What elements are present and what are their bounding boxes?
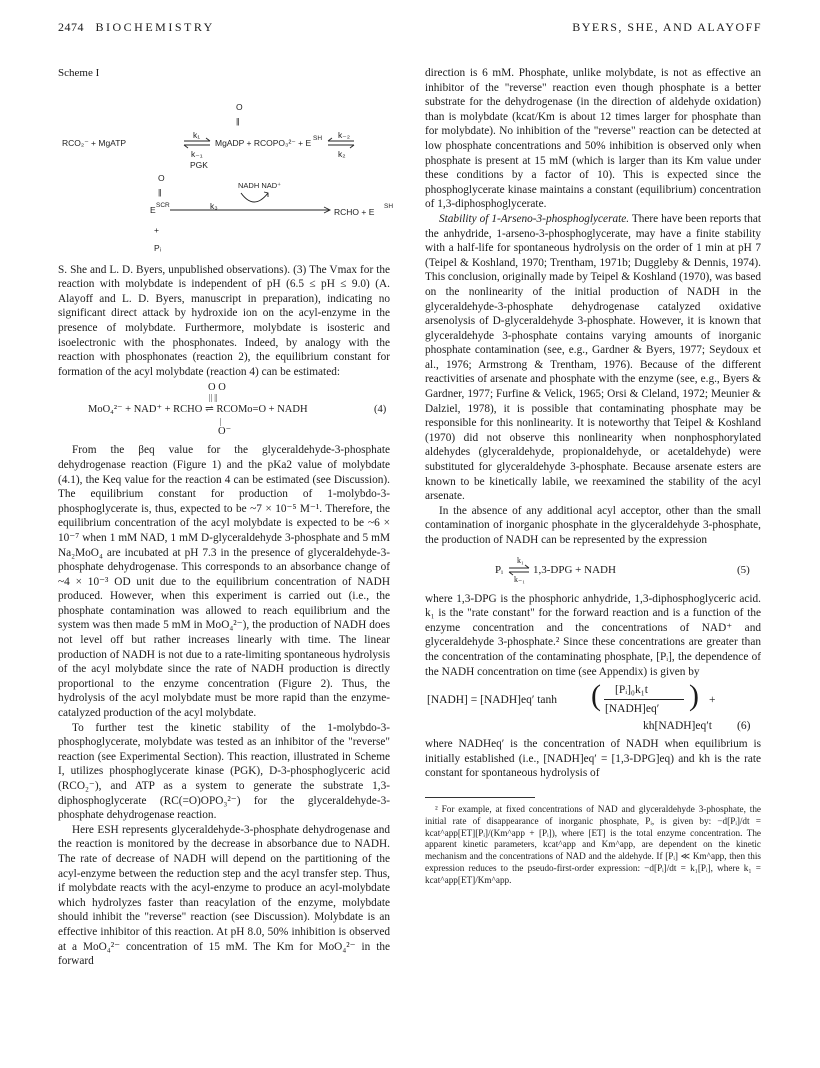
row2-cofactors: NADH NAD⁺	[238, 180, 282, 190]
eq6-right-paren: )	[689, 679, 699, 713]
footnote-rule	[425, 797, 535, 798]
scheme-arrows	[58, 85, 390, 263]
right-paragraph-3: In the absence of any additional acyl acceptor, other than the small contamination of inorganic phosphate in the glyceraldehyde 3-phosphate, the production of NADH can be represented by the expression	[425, 504, 761, 546]
row1-carbonyl-bond: ||	[236, 115, 239, 126]
row1-reactants: RCO₂⁻ + MgATP	[62, 137, 127, 148]
row2-enzyme-e: E	[150, 204, 156, 215]
scheme-label: Scheme I	[58, 67, 100, 79]
row1-k-2-label: k₋₂	[338, 129, 351, 140]
eq6-second-line: kh[NADH]eq′t	[643, 720, 712, 733]
left-paragraph-4: Here ESH represents glyceraldehyde-3-phosphate dehydrogenase and the reaction is monitored by the decrease in absorbance due to NADH. The rate of decrease of NADH will depend on the partitioning of the acyl-enzyme between the reduction step and the acyl transfer step. Thus, if molybdate reacts with the acyl-enzyme to produce an acyl-molybdate which hydrolyzes faster than reacylation of the enzyme, molybdate should inhibit the "reverse" reaction (see Discussion). Molybdate is an effective inhibitor of this reaction. At pH 8.0, 50% inhibition is observed at a MoO₄²⁻ concentration of 15 mM. The Km for MoO₄²⁻ in the forward	[58, 823, 390, 968]
eq6-left-paren: (	[591, 679, 601, 713]
eq4-top-oxygens: O O	[208, 382, 226, 394]
row1-sh-superscript: SH	[313, 134, 323, 142]
left-paragraph-1: S. She and L. D. Byers, unpublished observations). (3) The Vmax for the reaction with molybdate is independent of pH (6.5 ≤ pH ≤ 9.0) (A. Alayoff and L. D. Byers, manuscript in preparation), indicating no significant direct attack by hydroxide ion on the acyl-enzyme in the presence of molybdate. Furthermore, molybdate is isosteric and isoelectronic with the phosphonates. Indeed, by analogy with the reaction with phosphonates (reaction 2), the equilibrium constant for formation of the acyl molybdate (reaction 4) can be estimated:	[58, 263, 390, 378]
eq6-denominator: [NADH]eq′	[605, 703, 660, 716]
eq5-rhs: 1,3-DPG + NADH	[533, 563, 616, 576]
eq5-number: (5)	[737, 563, 750, 576]
right-paragraph-5: where NADHeq′ is the concentration of NADH when equilibrium is initially established (i.e., [NADH]eq′ = [1,3-DPG]eq) and kh is the rate constant for spontaneous hydrolysis of	[425, 738, 761, 780]
section-heading-arseno: Stability of 1-Arseno-3-phosphoglycerate.	[439, 212, 630, 225]
row2-carbonyl-bond: ||	[158, 186, 161, 197]
footnote-2: ² For example, at fixed concentrations of NAD and glyceraldehyde 3-phosphate, the initial rate of disappearance of inorganic phosphate, Pᵢ, is given by: −d[Pᵢ]/dt = kcat^app[ET][Pᵢ]/(Km^app + [Pᵢ]), where [ET] is the total enzyme concentration. The apparent kinetic parameters, kcat^app and Km^app, are dependent on the kinetic mechanism and the concentrations of NAD and the aldehyde. If [Pᵢ] ≪ Km^app, then this expression reduces to the pseudo-first-order expression: −d[Pᵢ]/dt = k₁[Pᵢ], where k₁ = kcat^app[ET]/Km^app.	[425, 803, 761, 885]
left-paragraph-2: From the βeq value for the glyceraldehyde-3-phosphate dehydrogenase reaction (Figure 1) and the pKa2 value of molybdate (4.1), the Keq value for the reaction 4 can be estimated (see Discussion). The equilibrium constant for production of 1-molybdo-3-phosphoglycerate is, thus, expected to be ~7 × 10⁻⁵ M⁻¹. Therefore, the equilibrium concentration of the acyl molybdate is expected to be ~6 × 10⁻⁷ when 1 mM NAD, 1 mM D-glyceraldehyde 3-phosphate and 5 mM Na₂MoO₄ are incubated at pH 7.3 in the presence of glyceraldehyde-3-phosphate dehydrogenase. This corresponds to an absorbance change of ~4 × 10⁻³ OD unit due to the equilibrium concentration of NADH produced. However, when this experiment is carried out (i.e., the phosphate contamination was allowed to reach equilibrium and the system was then made 5 mM in MoO₄²⁻), the production of NADH does not level off but rather increases linearly with time. The linear production of NADH is not due to a rate-limiting spontaneous hydrolysis of the acyl molybdate since the rate of NADH production is directly proportional to the enzyme concentration (Figure 2). Thus, the hydrolysis of the acyl molybdate must be more rapid than the enzyme-catalyzed production of the acyl molybdate.	[58, 444, 390, 720]
eq5-lhs: Pᵢ	[495, 563, 503, 576]
row1-k1-label: k₁	[193, 129, 201, 140]
eq6-lhs: [NADH] = [NADH]eq′ tanh	[427, 694, 558, 707]
eq6-numerator: [Pᵢ]₀k₁t	[615, 684, 648, 697]
eq6-plus: +	[709, 694, 716, 707]
row1-enzyme-pgk: PGK	[190, 159, 208, 170]
right-paragraph-2-body: There have been reports that the anhydride, 1-arseno-3-phosphoglycerate, may have a finite stability with a half-life for spontaneous hydrolysis on the order of 1 min at pH 7 (Teipel & Koshland, 1970; Trentham, 1971b; Duggleby & Dennis, 1974). This conclusion, originally made by Teipel & Koshland (1970), was based on the nonlinearity of the initial production of NADH in the glyceraldehyde-3-phosphate dehydrogenase catalyzed oxidative arsenolysis of D-glyceraldehyde 3-phosphate. However, it is known that glyceraldehyde 3-phosphate contains varying amounts of inorganic phosphate contamination (see, e.g., Gardner & Byers, 1977; Seydoux et al., 1976; Armstrong & Trentham, 1976). Because of the different reactivities of arsenate and phosphate with the enzyme (see, e.g., Byers & Gardner, 1977; Furfine & Velick, 1965; Orsi & Cleland, 1972; Meunier & Dalziel, 1978), it is possible that contaminating phosphate may be responsible for this nonlinearity. It is noteworthy that Teipel & Koshland (1970) did not observe this nonlinearity when nonphosphorylated aldehydes (glyceraldehyde, propionaldehyde, or acetaldehyde) were substituted for glyceraldehyde 3-phosphate. Because arsenate esters are known to be kinetically labile, we reexamined the stability of the acyl arsenate.	[425, 212, 761, 503]
page-number: 2474	[58, 20, 84, 34]
eq6-fraction-bar	[604, 699, 684, 700]
running-header-left	[58, 20, 215, 35]
equation-6	[425, 679, 761, 737]
right-column	[425, 66, 761, 887]
left-paragraph-3: To further test the kinetic stability of the 1-molybdo-3-phosphoglycerate, molybdate was tested as an inhibitor of the "reverse" reaction (see Experimental Section). This reaction, illustrated in Scheme I, utilizes phosphoglycerate kinase (PGK), D-3-phosphoglyceric acid (RCO₂⁻), and ATP as a system to generate the substrate 1,3-diphosphoglycerate (RC(=O)OPO₃²⁻) for the glyceraldehyde-3-phosphate dehydrogenase reaction.	[58, 721, 390, 822]
row2-products: RCHO + E	[334, 206, 375, 217]
row2-sh-superscript: SH	[384, 202, 394, 210]
row2-plus: +	[154, 224, 159, 235]
right-paragraph-2	[425, 212, 761, 504]
scheme-i-diagram	[58, 85, 394, 263]
equation-5	[425, 548, 761, 592]
left-column	[58, 66, 394, 969]
right-paragraph-4: where 1,3-DPG is the phosphoric anhydride, 1,3-diphosphoglyceric acid. k₁ is the "rate constant" for the forward reaction and is a function of the enzyme concentration and the concentrations of NAD⁺ and glyceraldehyde 3-phosphate.² Since these concentrations are greater than the concentration of the contaminating phosphate, [Pᵢ], the dependence of the NADH concentration on time (see Appendix) is given by	[425, 592, 761, 678]
row1-products: MgADP + RCOPO₃²⁻ + E	[215, 137, 312, 148]
row1-carbonyl-o: O	[236, 101, 243, 112]
journal-title: BIOCHEMISTRY	[95, 20, 215, 34]
eq6-number: (6)	[737, 720, 751, 733]
row2-scr-superscript: SCR	[156, 201, 170, 209]
eq5-k-1: k₋₁	[514, 574, 526, 584]
eq4-top-bonds: || ||	[209, 393, 218, 403]
eq4-number: (4)	[374, 404, 387, 416]
eq5-k1: k₁	[517, 555, 524, 565]
row1-k-1-label: k₋₁	[191, 148, 203, 159]
eq4-main: MoO₄²⁻ + NAD⁺ + RCHO ⇌ RCOMo=O + NADH	[88, 404, 308, 416]
equation-4	[58, 379, 390, 443]
row1-k2-label: k₂	[338, 148, 346, 159]
eq4-bottom-bond: |	[220, 417, 222, 427]
eq4-bottom-oxygen: O⁻	[218, 426, 232, 438]
row2-k3-label: k₃	[210, 200, 218, 211]
row2-pi: Pᵢ	[154, 242, 162, 253]
right-paragraph-1: direction is 6 mM. Phosphate, unlike molybdate, is not as effective an inhibitor of the "reverse" reaction even though phosphate is a better substrate for the dehydrogenase (in the direction of aldehyde oxidation) than is molybdate (kcat/Km is about 12 times larger for phosphate than for molybdate). No inhibition of the "reverse" reaction can be detected at low phosphate concentrations and 50% inhibition is observed only when phosphate is present at 15 mM (which is larger than its Km value under these conditions by a factor of 10). This is expected since the phosphoglycerate kinase maintains a constant (equilibrium) concentration of 1,3-diphosphoglycerate.	[425, 67, 761, 211]
running-header-authors: BYERS, SHE, AND ALAYOFF	[572, 20, 762, 34]
row2-carbonyl-o: O	[158, 172, 165, 183]
